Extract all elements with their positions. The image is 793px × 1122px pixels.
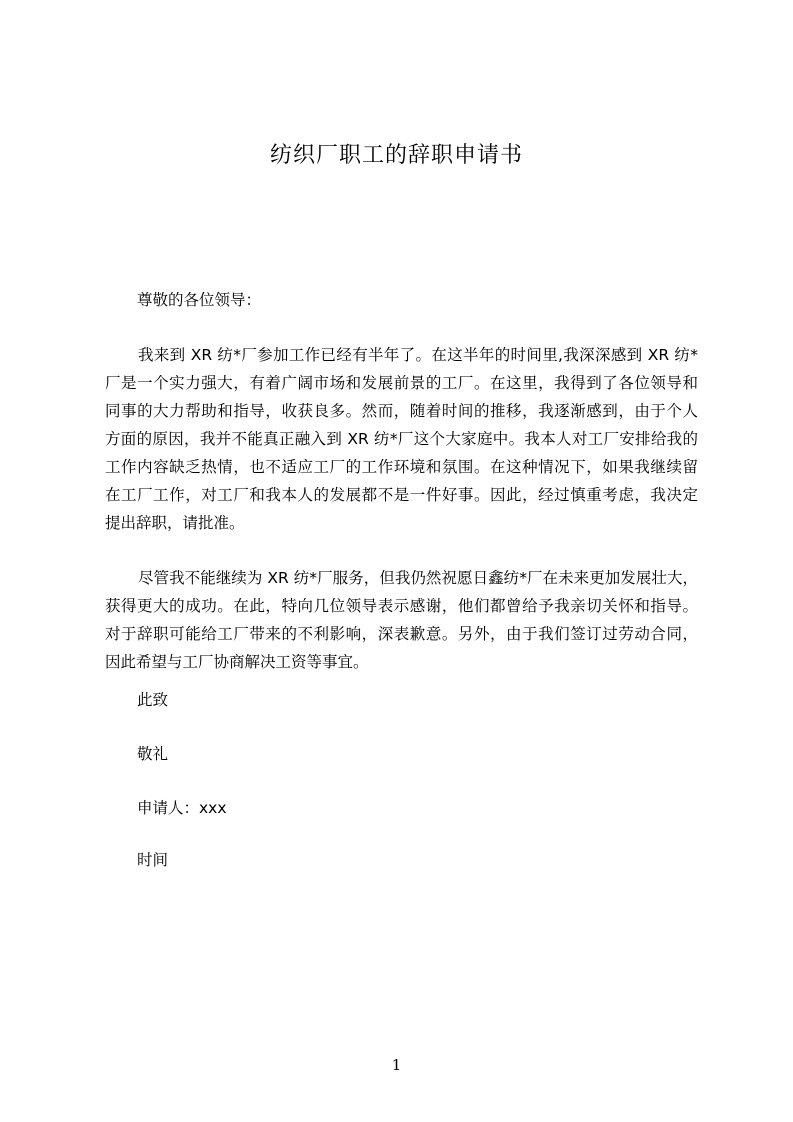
date-label: 时间	[137, 851, 169, 869]
paragraph-1-line-4: 方面的原因，我并不能真正融入到 XR 纺*厂这个大家庭中。我本人对工厂安排给我的	[105, 430, 698, 448]
paragraph-2-line-2: 获得更大的成功。在此，特向几位领导表示感谢，他们都曾给予我亲切关怀和指导。	[105, 597, 698, 615]
salutation: 尊敬的各位领导：	[137, 291, 262, 309]
paragraph-2-line-4: 因此希望与工厂协商解决工资等事宜。	[105, 653, 369, 671]
paragraph-1-line-3: 同事的大力帮助和指导，收获良多。然而，随着时间的推移，我逐渐感到，由于个人	[105, 402, 698, 420]
document-title: 纺织厂职工的辞职申请书	[269, 143, 523, 168]
closing-line-1: 此致	[137, 691, 169, 709]
paragraph-2-line-1: 尽管我不能继续为 XR 纺*厂服务，但我仍然祝愿日鑫纺*厂在未来更加发展壮大，	[138, 569, 698, 587]
paragraph-2-line-3: 对于辞职可能给工厂带来的不利影响，深表歉意。另外，由于我们签订过劳动合同，	[105, 625, 698, 643]
paragraph-1-line-2: 厂是一个实力强大，有着广阔市场和发展前景的工厂。在这里，我得到了各位领导和	[105, 374, 698, 392]
paragraph-1-line-7: 提出辞职，请批准。	[105, 514, 245, 532]
page-number: 1	[391, 1056, 402, 1074]
applicant-name: 申请人：xxx	[137, 799, 227, 817]
closing-line-2: 敬礼	[137, 745, 169, 763]
paragraph-1-line-1: 我来到 XR 纺*厂参加工作已经有半年了。在这半年的时间里,我深深感到 XR 纺*	[138, 346, 698, 364]
paragraph-1-line-5: 工作内容缺乏热情，也不适应工厂的工作环境和氛围。在这种情况下，如果我继续留	[105, 458, 698, 476]
paragraph-1-line-6: 在工厂工作，对工厂和我本人的发展都不是一件好事。因此，经过慎重考虑，我决定	[105, 486, 698, 504]
